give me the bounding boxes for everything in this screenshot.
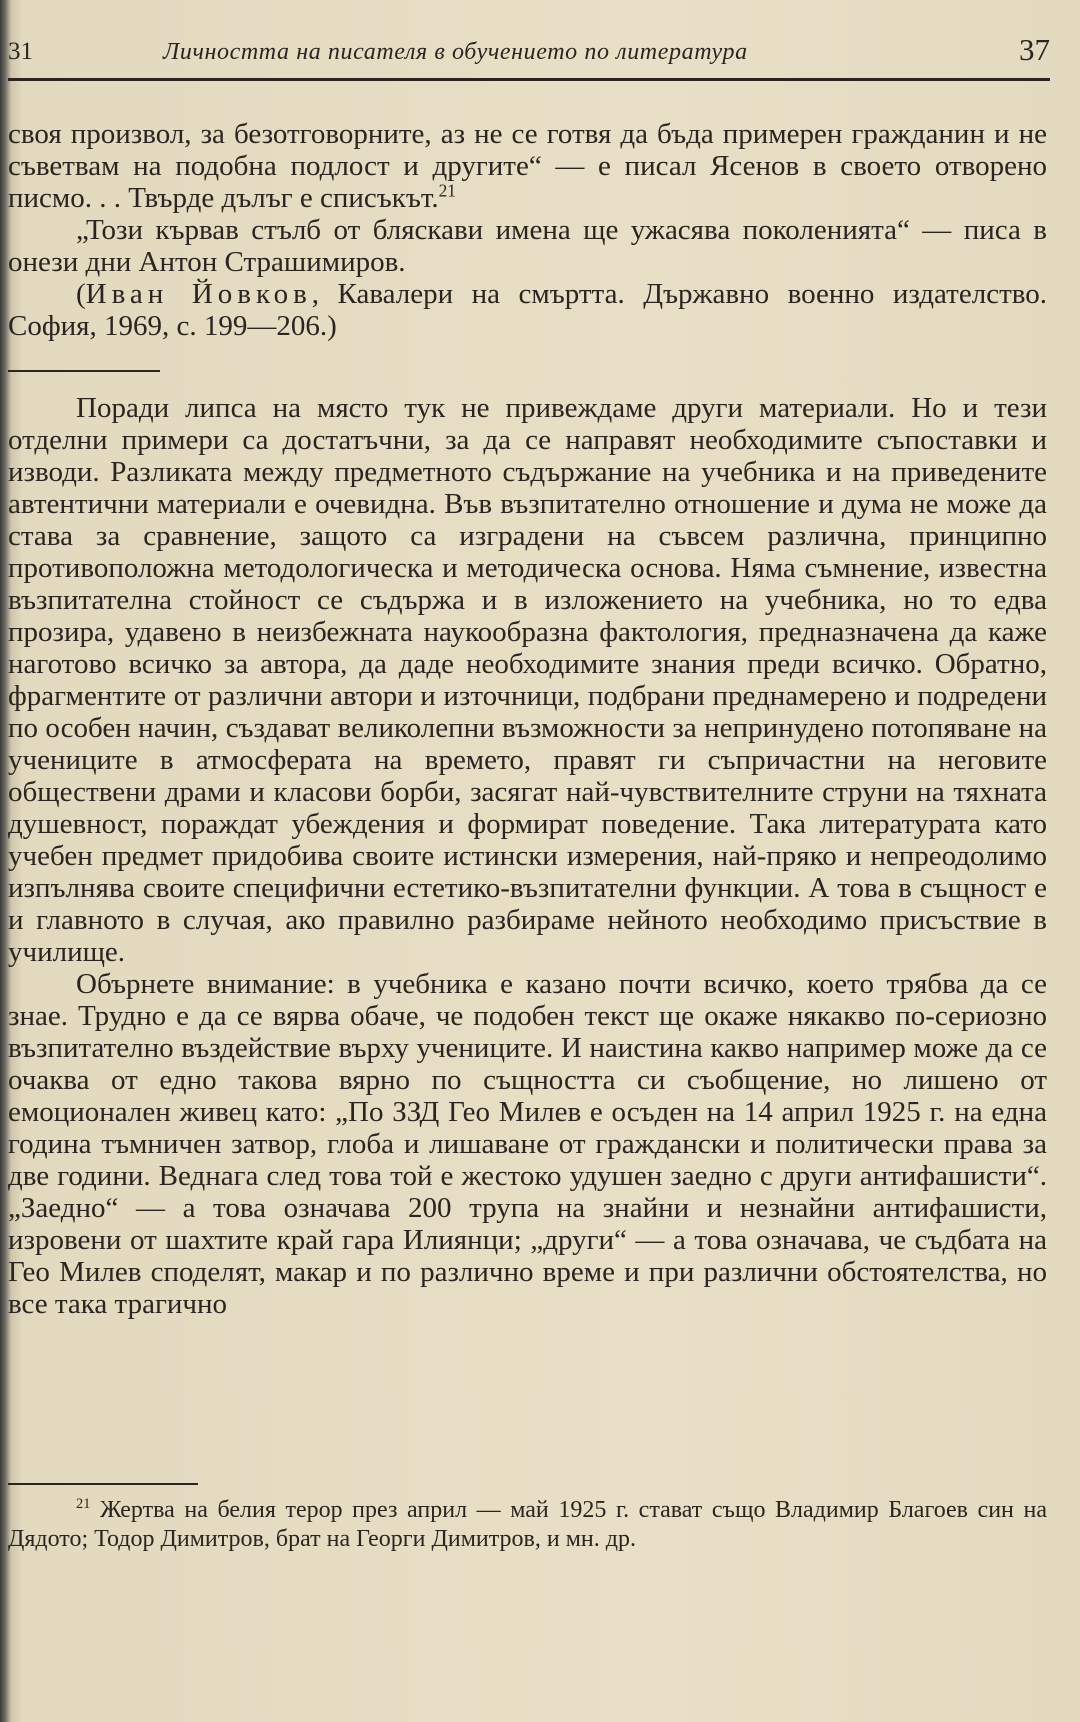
footnote [8,1496,1047,1554]
previous-page-number: 31 [8,38,33,65]
quote-paragraph-2: „Този кървав стълб от бляскави имена ще ужасява поколенията“ — писа в онези дни Антон Страшимиров. [8,214,1047,278]
footnote-paragraph [8,1496,1047,1554]
source-open-paren: ( [76,278,86,310]
footnote-text: Жертва на белия терор през април — май 1925 г. стават също Владимир Благоев син на Дядото; Тодор Димитров, брат на Георги Димитров, и мн. др. [8,1497,1047,1552]
main-paragraph-1: Поради липса на място тук не привеждаме други материали. Но и тези отделни примери са достатъчни, за да се направят необходимите съпоставки и изводи. Разликата между предметното съдържание на учебника и на приведените автентични материали е очевидна. Във възпитателно отношение и дума не може да става за сравнение, защото са изградени на съвсем различна, принципно противоположна методологическа и методическа основа. Няма съмнение, известна възпитателна стойност се съдържа и в изложението на учебника, но то едва прозира, удавено в неизбежната наукообразна фактология, предназначена да каже наготово всичко за автора, да даде необходимите знания преди всичко. Обратно, фрагментите от различни автори и източници, подбрани преднамерено и подредени по особен начин, създават великолепни възможности за непринудено потопяване на учениците в атмосферата на времето, правят ги съпричастни на неговите обществени драми и класови борби, засягат най-чувствителните струни на тяхната душевност, пораждат убеждения и формират поведение. Така литературата като учебен предмет придобива своите истински измерения, най-пряко и непреодолимо изпълнява своите специфични естетико-възпитателни функции. А това в същност е и главното в случая, ако правилно разбираме нейното необходимо присъствие в училище. [8,392,1047,968]
quote-paragraph-1 [8,118,1047,214]
footnote-rule [8,1483,198,1485]
running-title: Личността на писателя в обучението по литература [163,39,748,65]
source-author: Иван Йовков [85,278,312,310]
footnote-reference: 21 [438,180,456,201]
section-divider [8,370,160,372]
footnote-number: 21 [76,1496,91,1512]
page-number: 37 [1019,32,1050,67]
header-rule [8,78,1050,81]
running-header [8,30,1050,70]
body-text [8,118,1047,1320]
main-paragraph-2: Обърнете внимание: в учебника е казано почти всичко, което трябва да се знае. Трудно е да се вярва обаче, че подобен текст ще окаже някакво по-сериозно възпитателно въздействие върху учениците. И наистина какво например може да се очаква от едно такова вярно по същността си съобщение, но лишено от емоционален живец като: „По ЗЗД Гео Милев е осъден на 14 април 1925 г. на една година тъмничен затвор, глоба и лишаване от граждански и политически права за две години. Веднага след това той е жестоко удушен заедно с други антифашисти“. „Заедно“ — а това означава 200 трупа на знайни и незнайни антифашисти, изровени от шахтите край гара Илиянци; „други“ — а това означава, че съдбата на Гео Милев споделят, макар и по различно време и при различни обстоятелства, но все така трагично [8,968,1047,1320]
quote-paragraph-1-text: своя произвол, за безотговорните, аз не се готвя да бъда примерен гражданин и не съветвам на подобна подлост и другите“ — е писал Ясенов в своето отворено писмо. . . Твърде дълъг е списъкът. [8,118,1047,214]
source-details: , Кавалери на смъртта. Държавно военно издателство. София, 1969, с. 199—206.) [8,278,1047,342]
quote-source [8,278,1047,342]
